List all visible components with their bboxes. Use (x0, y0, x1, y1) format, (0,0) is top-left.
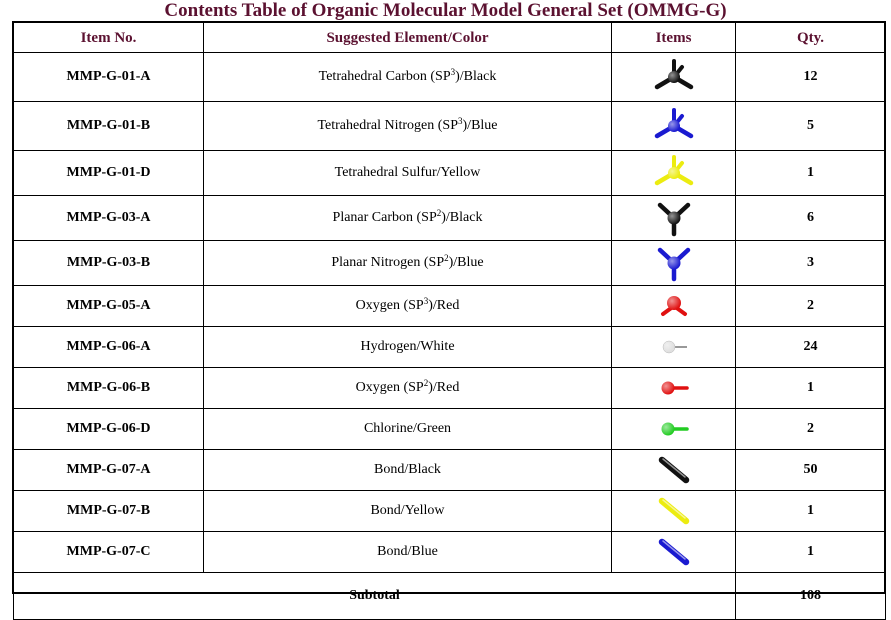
hybridization-superscript: 2 (444, 253, 449, 263)
qty-cell: 2 (736, 286, 886, 327)
element-cell (204, 151, 612, 196)
item-no-cell: MMP-G-07-A (14, 450, 204, 491)
element-cell (204, 53, 612, 102)
element-text: Hydrogen/White (360, 339, 455, 354)
element-cell (204, 532, 612, 573)
item-image-cell (612, 409, 736, 450)
table-row (14, 450, 886, 491)
table-row (14, 368, 886, 409)
element-text: Bond/Yellow (370, 503, 445, 518)
element-text: Bond/Black (374, 462, 441, 477)
chlorine-green-icon (612, 409, 735, 449)
bond-black-icon (612, 450, 735, 490)
element-color-text: )/Blue (462, 118, 498, 133)
hybridization-superscript: 2 (436, 208, 442, 218)
item-no-cell: MMP-G-06-D (14, 409, 204, 450)
item-image-cell (612, 196, 736, 241)
item-no-cell: MMP-G-01-D (14, 151, 204, 196)
contents-table (13, 22, 886, 620)
tetrahedral-black-icon (612, 57, 735, 97)
subtotal-qty: 108 (736, 573, 886, 620)
element-text: Tetrahedral Carbon (SP (318, 69, 451, 84)
bond-blue-icon (612, 532, 735, 572)
qty-cell: 12 (736, 53, 886, 102)
table-row (14, 532, 886, 573)
tetrahedral-blue-icon (612, 106, 735, 146)
qty-cell: 1 (736, 491, 886, 532)
table-row (14, 241, 886, 286)
element-cell (204, 368, 612, 409)
table-row (14, 196, 886, 241)
element-cell (204, 450, 612, 491)
item-image-cell (612, 368, 736, 409)
subtotal-row (14, 573, 886, 620)
item-no-cell: MMP-G-05-A (14, 286, 204, 327)
item-no-cell: MMP-G-03-B (14, 241, 204, 286)
table-row (14, 327, 886, 368)
element-text: Oxygen (SP (355, 380, 424, 395)
hydrogen-white-icon (612, 327, 735, 367)
item-no-cell: MMP-G-06-A (14, 327, 204, 368)
item-image-cell (612, 491, 736, 532)
item-image-cell (612, 151, 736, 196)
element-cell (204, 286, 612, 327)
element-cell (204, 196, 612, 241)
item-no-cell: MMP-G-01-A (14, 53, 204, 102)
item-no-cell: MMP-G-07-B (14, 491, 204, 532)
element-cell (204, 491, 612, 532)
table-row (14, 409, 886, 450)
hybridization-superscript: 2 (423, 378, 429, 388)
element-text: Chlorine/Green (363, 421, 452, 436)
qty-cell: 1 (736, 151, 886, 196)
element-cell (204, 327, 612, 368)
element-text: Oxygen (SP (355, 298, 424, 313)
hybridization-superscript: 3 (423, 296, 429, 306)
item-no-cell: MMP-G-01-B (14, 102, 204, 151)
qty-cell: 2 (736, 409, 886, 450)
item-image-cell (612, 102, 736, 151)
tetrahedral-yellow-icon (612, 153, 735, 193)
page-title: Contents Table of Organic Molecular Model General Set (OMMG-G) (164, 0, 727, 21)
table-row (14, 286, 886, 327)
element-text: Planar Carbon (SP (332, 210, 437, 225)
qty-cell: 1 (736, 532, 886, 573)
qty-cell: 1 (736, 368, 886, 409)
planar-blue-icon (612, 243, 735, 283)
table-row (14, 491, 886, 532)
header-element: Suggested Element/Color (204, 23, 612, 53)
bond-yellow-icon (612, 491, 735, 531)
hybridization-superscript: 3 (450, 67, 456, 77)
element-text: Planar Nitrogen (SP (331, 255, 445, 270)
oxygen-red-single-icon (612, 368, 735, 408)
element-text: Tetrahedral Sulfur/Yellow (334, 165, 481, 180)
item-image-cell (612, 286, 736, 327)
header-qty: Qty. (736, 23, 886, 53)
table-row (14, 102, 886, 151)
item-image-cell (612, 53, 736, 102)
qty-cell: 50 (736, 450, 886, 491)
element-cell (204, 102, 612, 151)
header-row (14, 23, 886, 53)
table-row (14, 151, 886, 196)
qty-cell: 5 (736, 102, 886, 151)
element-color-text: )/Black (441, 210, 483, 225)
qty-cell: 3 (736, 241, 886, 286)
element-text: Bond/Blue (377, 544, 438, 559)
item-no-cell: MMP-G-07-C (14, 532, 204, 573)
qty-cell: 6 (736, 196, 886, 241)
element-color-text: )/Red (428, 380, 460, 395)
element-cell (204, 241, 612, 286)
element-color-text: )/Red (428, 298, 460, 313)
element-color-text: )/Black (455, 69, 497, 84)
element-text: Tetrahedral Nitrogen (SP (317, 118, 459, 133)
element-cell (204, 409, 612, 450)
planar-black-icon (612, 198, 735, 238)
header-items: Items (612, 23, 736, 53)
oxygen-red-icon (612, 286, 735, 326)
item-no-cell: MMP-G-06-B (14, 368, 204, 409)
item-no-cell: MMP-G-03-A (14, 196, 204, 241)
item-image-cell (612, 532, 736, 573)
header-item-no: Item No. (14, 23, 204, 53)
item-image-cell (612, 327, 736, 368)
qty-cell: 24 (736, 327, 886, 368)
table-row (14, 53, 886, 102)
element-color-text: )/Blue (448, 255, 484, 270)
item-image-cell (612, 450, 736, 491)
hybridization-superscript: 3 (458, 116, 463, 126)
subtotal-label: Subtotal (14, 573, 736, 620)
item-image-cell (612, 241, 736, 286)
